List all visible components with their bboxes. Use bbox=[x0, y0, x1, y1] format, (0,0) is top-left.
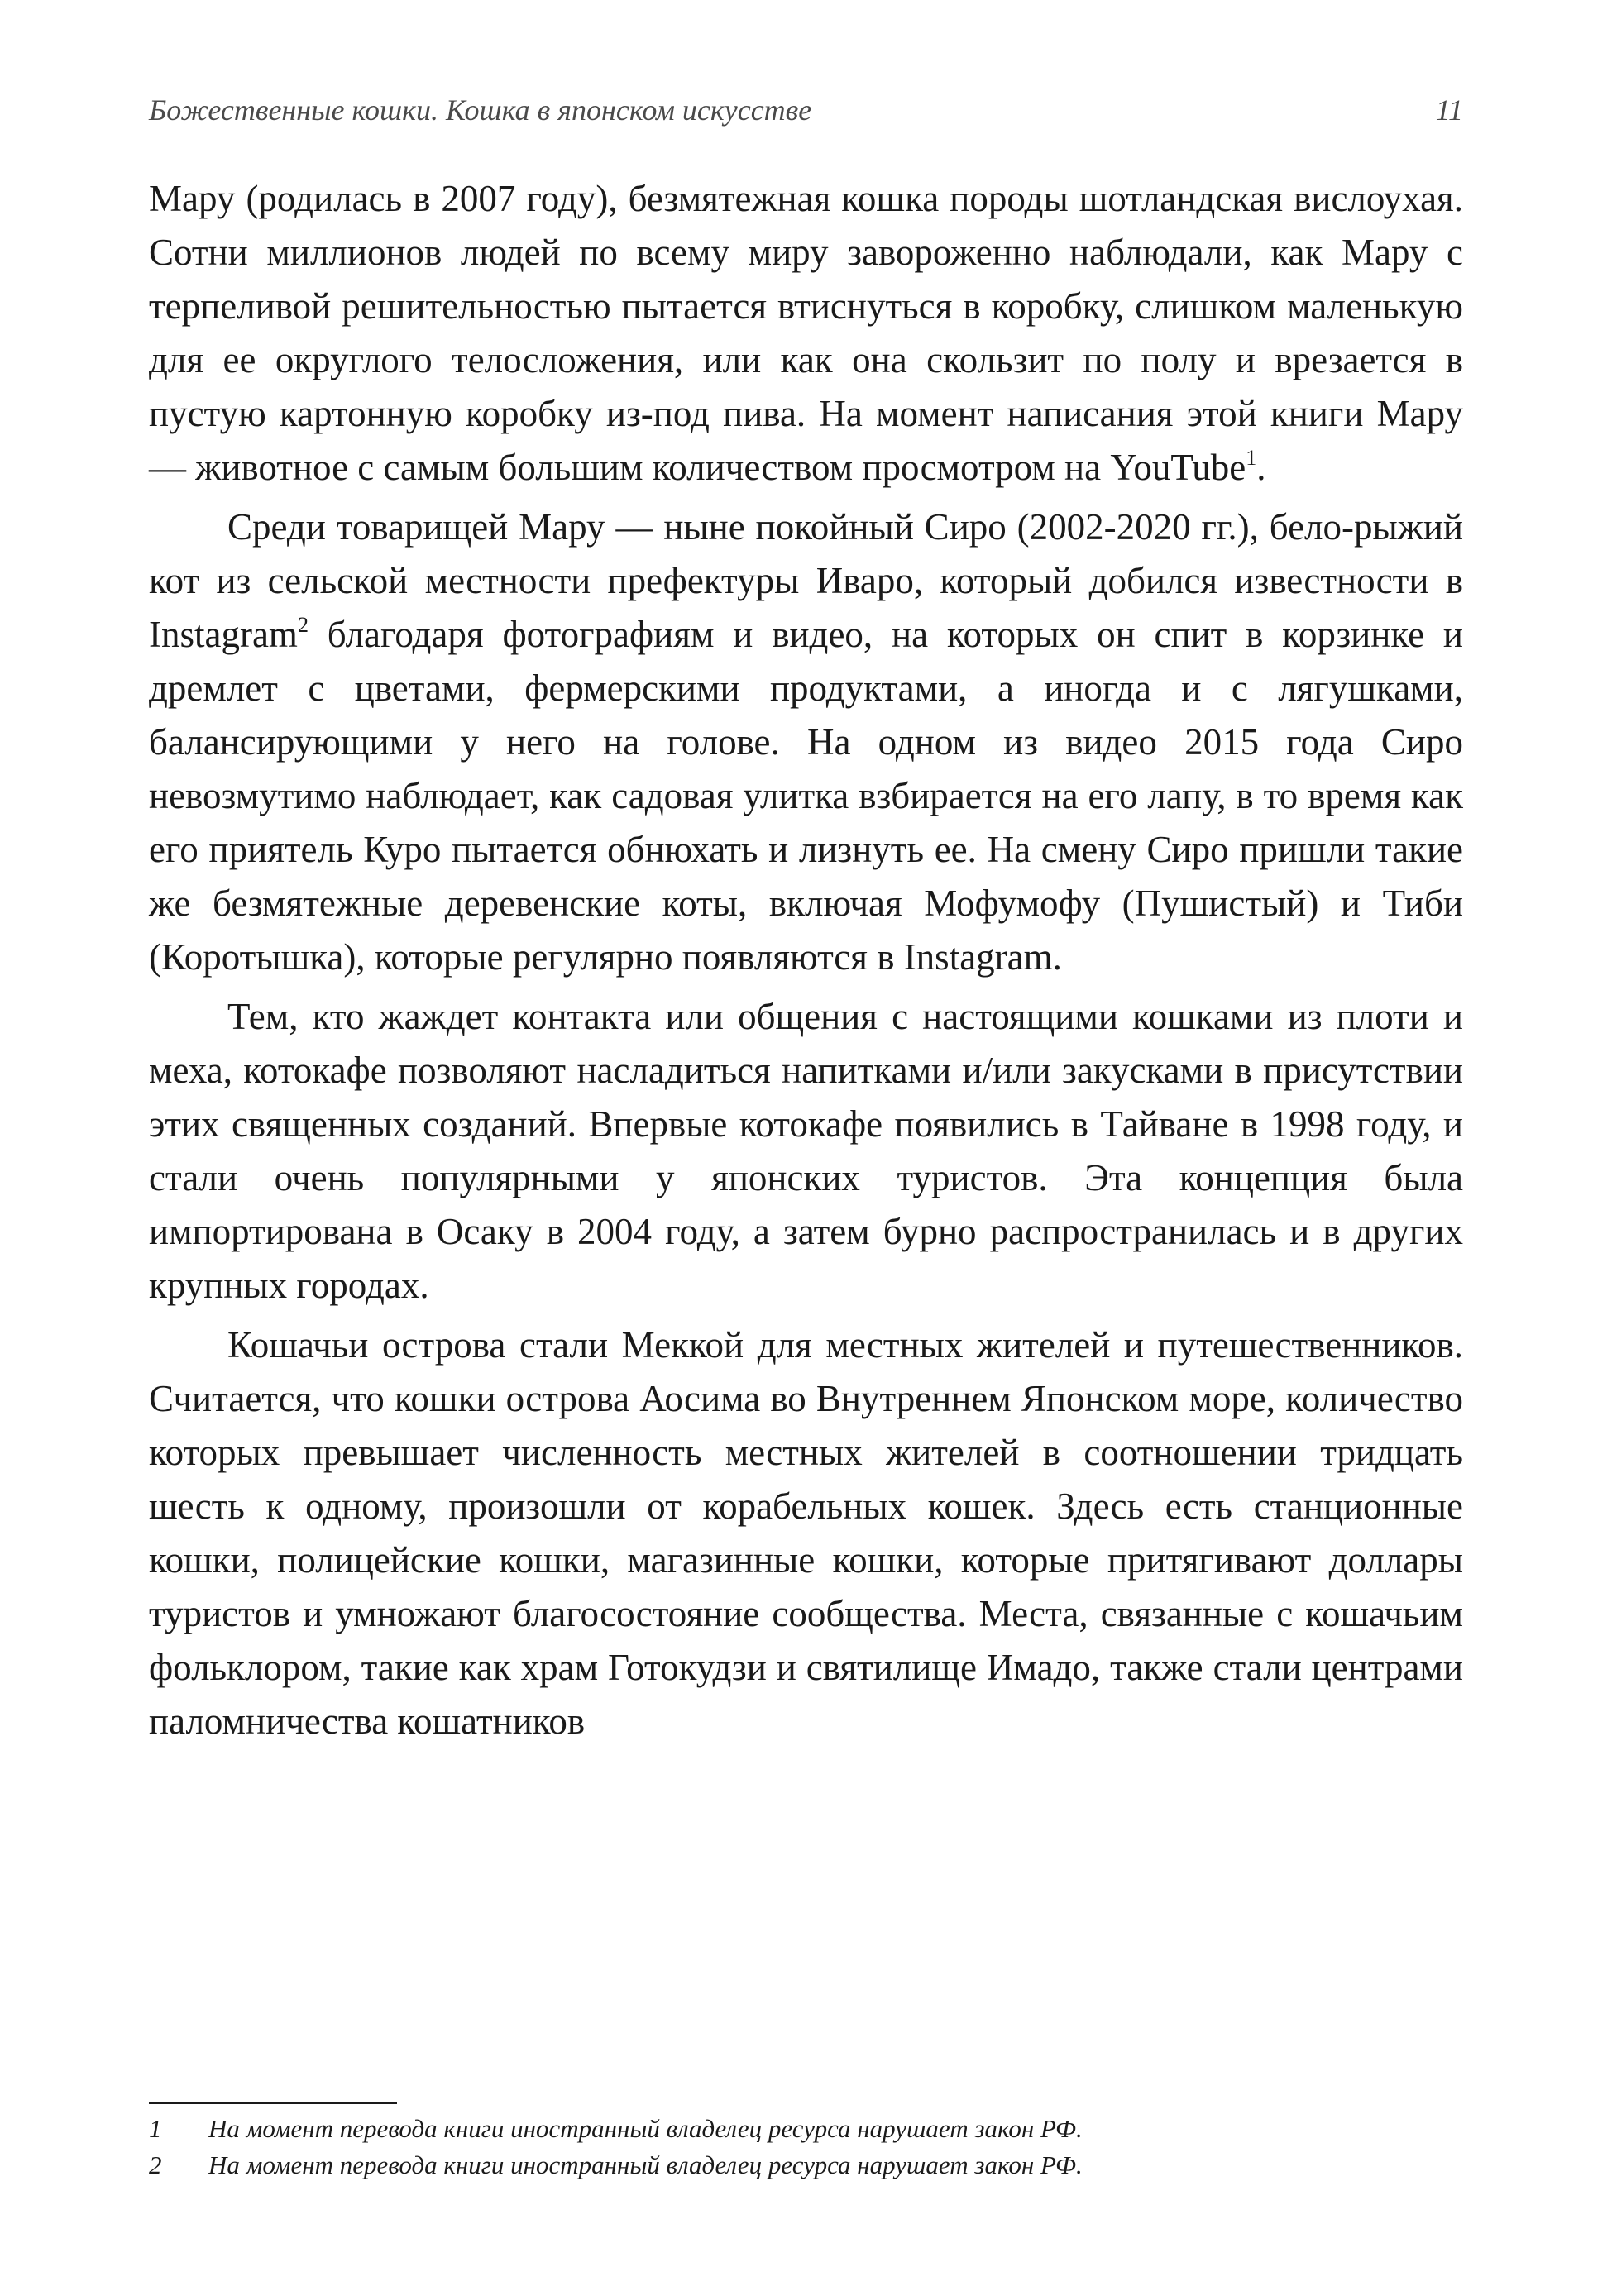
footnote-ref-1: 1 bbox=[1246, 446, 1257, 470]
footnotes bbox=[149, 2111, 1463, 2184]
footnote-number: 2 bbox=[149, 2150, 162, 2179]
paragraph-1-tail: . bbox=[1256, 447, 1266, 488]
body-text bbox=[149, 172, 1463, 1754]
paragraph-1-text: Мару (родилась в 2007 году), безмятежная кошка породы шотландская вислоухая. Сотни миллионов людей по всему миру завороженно наблюдали, как Мару с терпеливой решительностью пытается втиснуться в коробку, слишком маленькую для ее округлого телосложения, или как она скользит по полу и врезается в пустую картонную коробку из-под пива. На момент написания этой книги Мару — животное с самым большим количеством просмотром на YouTube bbox=[149, 178, 1463, 488]
footnote-1 bbox=[149, 2111, 1463, 2147]
paragraph-1 bbox=[149, 172, 1463, 495]
paragraph-3: Тем, кто жаждет контакта или общения с настоящими кошками из плоти и меха, котокафе позволяют насладиться напитками и/или закусками в присутствии этих священных созданий. Впервые котокафе появились в Тайване в 1998 году, и стали очень популярными у японских туристов. Эта концепция была импортирована в Осаку в 2004 году, а затем бурно распространилась и в других крупных городах. bbox=[149, 996, 1463, 1306]
footnote-number: 1 bbox=[149, 2114, 162, 2143]
footnote-ref-2: 2 bbox=[297, 613, 309, 637]
page-number: 11 bbox=[1435, 93, 1463, 127]
footnote-2 bbox=[149, 2147, 1463, 2184]
paragraph-2-text-before: Среди товарищей Мару — ныне покойный Сиро (2002-2020 гг.), бело-рыжий кот из сельской местности префектуры Иваро, который добился известности в Instagram bbox=[149, 506, 1463, 655]
running-head bbox=[149, 93, 1463, 134]
paragraph-4: Кошачьи острова стали Меккой для местных жителей и путешественников. Считается, что кошки острова Аосима во Внутреннем Японском море, количество которых превышает численность местных жителей в соотношении тридцать шесть к одному, произошли от корабельных кошек. Здесь есть станционные кошки, полицейские кошки, магазинные кошки, которые притягивают доллары туристов и умножают благосостояние сообщества. Места, связанные с кошачьим фольклором, такие как храм Готокудзи и святилище Имадо, также стали центрами паломничества кошатников bbox=[149, 1324, 1463, 1742]
footnote-rule bbox=[149, 2102, 397, 2104]
footnote-text: На момент перевода книги иностранный владелец ресурса нарушает закон РФ. bbox=[208, 2114, 1083, 2143]
paragraph-2-text-after: благодаря фотографиям и видео, на которых он спит в корзинке и дремлет с цветами, фермерскими продуктами, а иногда и с лягушками, балансирующими у него на голове. На одном из видео 2015 года Сиро невозмутимо наблюдает, как садовая улитка взбирается на его лапу, в то время как его приятель Куро пытается обнюхать и лизнуть ее. На смену Сиро пришли такие же безмятежные деревенские коты, включая Мофумофу (Пушистый) и Тиби (Коротышка), которые регулярно появляются в Instagram. bbox=[149, 614, 1463, 978]
paragraph-2 bbox=[149, 500, 1463, 984]
footnote-text: На момент перевода книги иностранный владелец ресурса нарушает закон РФ. bbox=[208, 2150, 1083, 2179]
running-head-title: Божественные кошки. Кошка в японском искусстве bbox=[149, 93, 812, 127]
